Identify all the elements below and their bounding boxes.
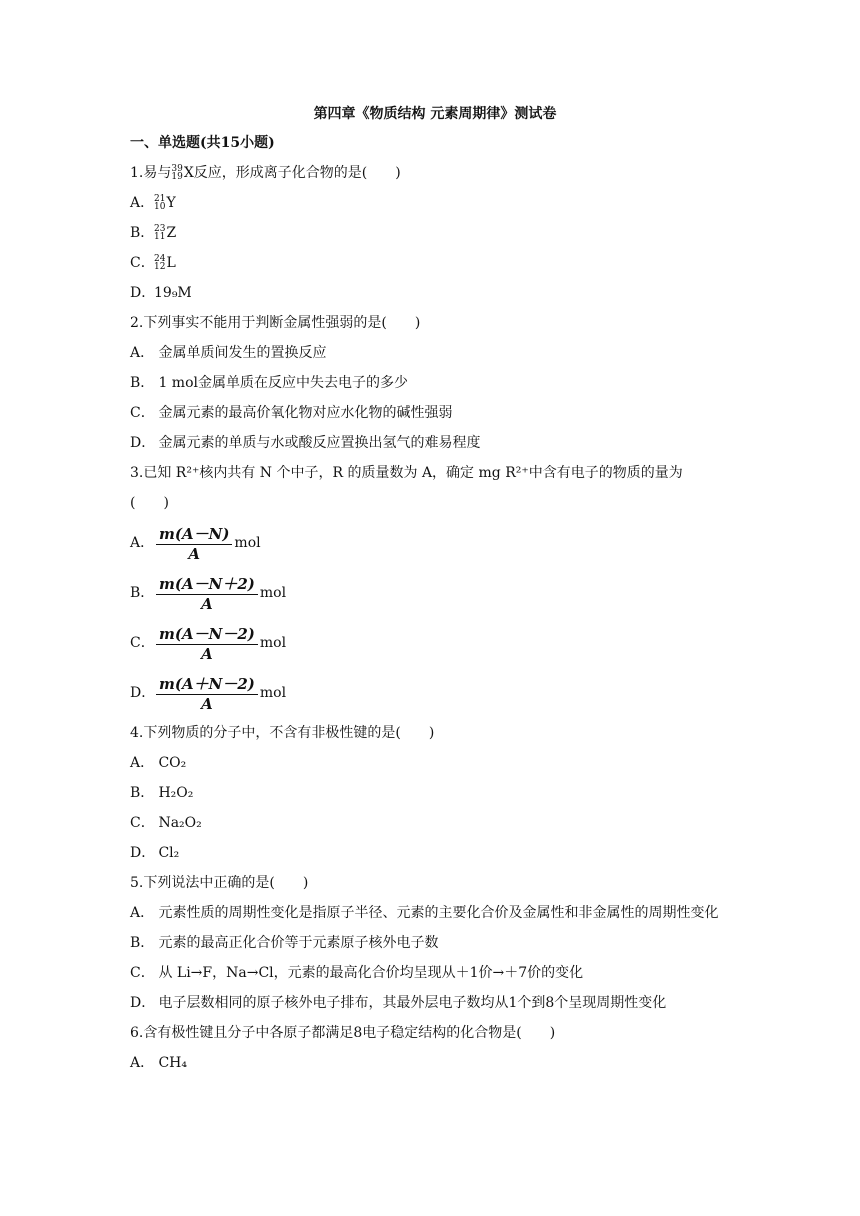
question-5-option-b[interactable]: [130, 928, 740, 958]
isotope-mass: 23: [154, 224, 166, 234]
isotope-notation: [154, 195, 165, 211]
option-label: A．: [130, 535, 155, 551]
isotope-mass: 24: [154, 254, 166, 264]
option-text: Na₂O₂: [158, 815, 202, 831]
option-label: B．: [130, 935, 155, 951]
option-label: D．: [130, 995, 156, 1011]
question-1-option-a[interactable]: [130, 188, 740, 218]
option-label: C．: [130, 635, 155, 651]
option-text: 元素性质的周期性变化是指原子半径、元素的主要化合价及金属性和非金属性的周期性变化: [158, 905, 719, 921]
option-text: H₂O₂: [158, 785, 194, 801]
fraction-numerator: m(A＋N－2): [156, 674, 258, 695]
question-2-option-a[interactable]: [130, 338, 740, 368]
question-5-option-c[interactable]: [130, 958, 740, 988]
option-label: A．: [130, 1055, 155, 1071]
isotope-z: 19: [171, 172, 183, 182]
question-1-option-b[interactable]: [130, 218, 740, 248]
element-symbol: L: [166, 255, 176, 271]
question-5-option-a[interactable]: [130, 898, 740, 928]
fraction-denominator: A: [201, 594, 213, 613]
option-label: A．: [130, 905, 155, 921]
fraction: [156, 574, 258, 613]
question-4-option-a[interactable]: [130, 748, 740, 778]
option-label: C．: [130, 815, 155, 831]
fraction: [156, 674, 258, 713]
option-label: B．: [130, 375, 155, 391]
option-text: 金属单质间发生的置换反应: [158, 345, 327, 361]
question-3-stem-line-1: 3.已知 R²⁺核内共有 N 个中子，R 的质量数为 A，确定 mg R²⁺中含有电子的物质的量为: [130, 465, 683, 481]
isotope-notation: [154, 255, 165, 271]
question-4-stem: 4.下列物质的分子中，不含有非极性键的是( ): [130, 725, 435, 741]
fraction-numerator: m(A－N): [156, 524, 232, 545]
option-text: 从 Li→F，Na→Cl，元素的最高化合价均呈现从＋1价→＋7价的变化: [158, 965, 584, 981]
question-1-prefix: 1.易与: [130, 165, 172, 181]
option-label: A．: [130, 755, 155, 771]
question-2-stem: 2.下列事实不能用于判断金属性强弱的是( ): [130, 315, 421, 331]
isotope-mass: 39: [171, 164, 183, 174]
fraction-denominator: A: [188, 544, 201, 563]
question-3-option-b[interactable]: [130, 568, 740, 618]
isotope-z: 10: [154, 202, 166, 212]
option-label: B．: [130, 225, 155, 241]
document-page: [130, 100, 740, 1078]
question-6-option-a[interactable]: [130, 1048, 740, 1078]
option-label: D．: [130, 845, 156, 861]
page-title: 第四章《物质结构 元素周期律》测试卷: [313, 106, 557, 122]
question-4-option-c[interactable]: [130, 808, 740, 838]
fraction-numerator: m(A－N＋2): [156, 574, 258, 595]
question-6-stem: 6.含有极性键且分子中各原子都满足8电子稳定结构的化合物是( ): [130, 1025, 556, 1041]
unit: mol: [234, 535, 261, 551]
question-1-option-c[interactable]: [130, 248, 740, 278]
option-text: 电子层数相同的原子核外电子排布，其最外层电子数均从1个到8个呈现周期性变化: [158, 995, 667, 1011]
option-label: D．: [130, 285, 156, 301]
fraction-numerator: m(A－N－2): [156, 624, 258, 645]
option-label: B．: [130, 785, 155, 801]
section-heading: 一、单选题(共15小题): [130, 135, 275, 151]
fraction: [156, 624, 258, 663]
option-text: 1 mol金属单质在反应中失去电子的多少: [158, 375, 408, 391]
question-1-stem: [130, 158, 740, 188]
fraction-denominator: A: [201, 694, 213, 713]
question-3-option-c[interactable]: [130, 618, 740, 668]
question-4-option-b[interactable]: [130, 778, 740, 808]
option-label: B．: [130, 585, 155, 601]
option-label: D．: [130, 685, 156, 701]
question-3-option-a[interactable]: [130, 518, 740, 568]
option-text: 金属元素的最高价氧化物对应水化物的碱性强弱: [158, 405, 453, 421]
option-label: C．: [130, 405, 155, 421]
option-text: CO₂: [158, 755, 187, 771]
option-text: CH₄: [158, 1055, 187, 1071]
option-label: A．: [130, 195, 155, 211]
isotope-notation: [171, 165, 182, 181]
option-text: 金属元素的单质与水或酸反应置换出氢气的难易程度: [158, 435, 481, 451]
question-2-option-d[interactable]: [130, 428, 740, 458]
question-3-option-d[interactable]: [130, 668, 740, 718]
question-1-suffix: X反应，形成离子化合物的是( ): [183, 165, 401, 181]
question-1-option-d[interactable]: [130, 278, 740, 308]
option-label: C．: [130, 965, 155, 981]
option-label: A．: [130, 345, 155, 361]
question-4-option-d[interactable]: [130, 838, 740, 868]
element-symbol: Y: [166, 195, 176, 211]
isotope-notation: [154, 225, 165, 241]
option-text: 19₉M: [154, 285, 192, 301]
question-5-stem: 5.下列说法中正确的是( ): [130, 875, 309, 891]
option-text: 元素的最高正化合价等于元素原子核外电子数: [158, 935, 439, 951]
isotope-z: 11: [154, 232, 166, 242]
fraction: [156, 524, 232, 563]
question-3-stem-line-2: ( ): [130, 495, 169, 511]
option-text: Cl₂: [158, 845, 180, 861]
question-2-option-b[interactable]: [130, 368, 740, 398]
unit: mol: [259, 685, 287, 701]
option-label: C．: [130, 255, 155, 271]
question-5-option-d[interactable]: [130, 988, 740, 1018]
isotope-z: 12: [154, 262, 166, 272]
fraction-denominator: A: [201, 644, 213, 663]
isotope-mass: 21: [154, 194, 166, 204]
question-2-option-c[interactable]: [130, 398, 740, 428]
unit: mol: [259, 585, 287, 601]
element-symbol: Z: [166, 225, 177, 241]
unit: mol: [259, 635, 287, 651]
option-label: D．: [130, 435, 156, 451]
